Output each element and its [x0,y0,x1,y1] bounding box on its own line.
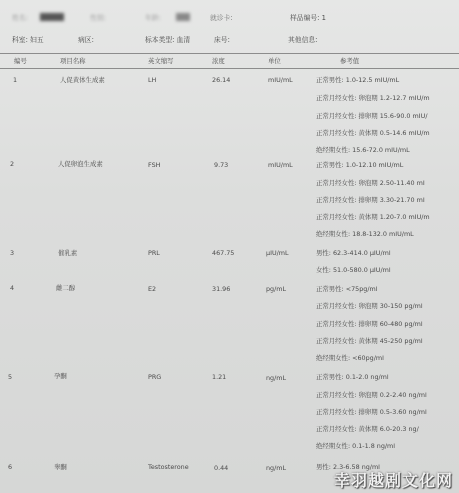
row-abbr: FSH [148,161,161,169]
ref-line: 正常月经女性: 黄体期 45-250 pg/ml [316,337,423,345]
row-item-name: 催乳素 [58,249,78,257]
ref-line: 女性: 51.0-580.0 μIU/ml [316,266,391,274]
ref-line: 正常月经女性: 排卵期 3.30-21.70 mI [316,196,425,204]
row-unit: ng/mL [266,374,287,382]
row-value: 467.75 [212,249,235,257]
row-unit: mIU/mL [268,76,293,84]
row-unit: mIU/mL [268,161,293,169]
row-value: 1.21 [212,373,227,381]
col-concentration: 浓度 [212,57,225,65]
specimen-type: 标本类型: 血清 [145,36,191,44]
ward: 病区: [78,36,94,44]
row-unit: μIU/mL [266,249,289,257]
department: 科室: 妇五 [12,36,44,44]
row-value: 26.14 [212,76,231,84]
ref-line: 正常月经女性: 卵泡期 1.2-12.7 mIU/m [316,94,430,102]
row-abbr: LH [148,76,157,84]
ref-line: 正常月经女性: 排卵期 15.6-90.0 mIU/ [316,112,428,120]
ref-line: 正常月经女性: 黄体期 0.5-14.6 mIU/m [316,129,430,137]
col-number: 编号 [14,57,27,65]
ref-line: 绝经期女性: 18.8-132.0 mIU/mL [316,230,414,238]
ref-line: 正常月经女性: 黄体期 6.0-20.3 ng/ [316,425,419,433]
row-number: 4 [10,284,15,292]
ref-line: 正常月经女性: 卵泡期 0.2-2.40 ng/ml [316,391,427,399]
ref-line: 正常月经女性: 卵泡期 2.50-11.40 mI [316,179,425,187]
row-abbr: PRL [148,249,160,257]
ref-line: 正常月经女性: 排卵期 0.5-3.60 ng/ml [316,408,427,416]
row-unit: pg/mL [266,285,287,293]
name-label: 姓名: [12,14,28,22]
ref-line: 绝经期女性: 0.1-1.8 ng/ml [316,442,396,450]
ref-line: 绝经期女性: <60pg/ml [316,354,384,362]
ref-line: 男性: 62.3-414.0 μIU/ml [316,249,391,257]
header-bottom-rule [0,68,459,69]
row-number: 1 [13,76,18,84]
row-value: 0.44 [214,464,229,472]
row-number: 5 [8,373,13,381]
row-item-name: 雌二醇 [56,284,76,292]
row-item-name: 人促卵泡生成素 [58,160,103,168]
row-number: 6 [8,463,13,471]
ref-line: 正常月经女性: 卵泡期 30-150 pg/ml [316,302,423,310]
row-value: 31.96 [212,285,231,293]
col-reference: 参考值 [340,57,360,65]
ref-line: 正常男性: 1.0-12.10 mIU/mL [316,161,404,169]
bed-number: 床号: [214,36,230,44]
redacted-name [40,13,64,21]
ref-line: 男性: 2.3-6.58 ng/ml [316,463,380,471]
site-watermark: 幸羽越剧文化网 [333,471,453,490]
row-item-name: 睾酮 [54,463,67,471]
ref-line: 正常月经女性: 黄体期 1.20-7.0 mIU/m [316,213,430,221]
clinic-card-label: 就诊卡: [210,14,233,22]
row-abbr: Testosterone [148,463,189,471]
age-label: 年龄: [145,14,161,22]
ref-line: 正常男性: 1.0-12.5 mIU/mL [316,76,400,84]
ref-line: 绝经期女性: 15.6-72.0 mIU/mL [316,146,410,154]
other-info: 其他信息: [288,36,318,44]
gender-label: 性别: [90,14,106,22]
col-item-name: 项目名称 [60,57,86,65]
row-number: 2 [10,160,15,168]
ref-line: 正常月经女性: 排卵期 60-480 pg/ml [316,320,423,328]
row-abbr: E2 [148,285,157,293]
ref-line: 正常男性: <75pg/ml [316,285,378,293]
row-abbr: PRG [148,373,162,381]
row-item-name: 人促黄体生成素 [60,76,105,84]
row-item-name: 孕酮 [54,372,67,380]
sample-number: 样品编号: 1 [290,14,326,22]
col-abbr: 英文缩写 [148,57,174,65]
row-number: 3 [10,249,15,257]
table-top-rule [0,53,459,54]
row-value: 9.73 [214,161,229,169]
ref-line: 正常男性: 0.1-2.0 ng/ml [316,373,389,381]
col-unit: 单位 [268,57,281,65]
row-unit: ng/mL [266,464,287,472]
redacted-age [176,13,190,21]
